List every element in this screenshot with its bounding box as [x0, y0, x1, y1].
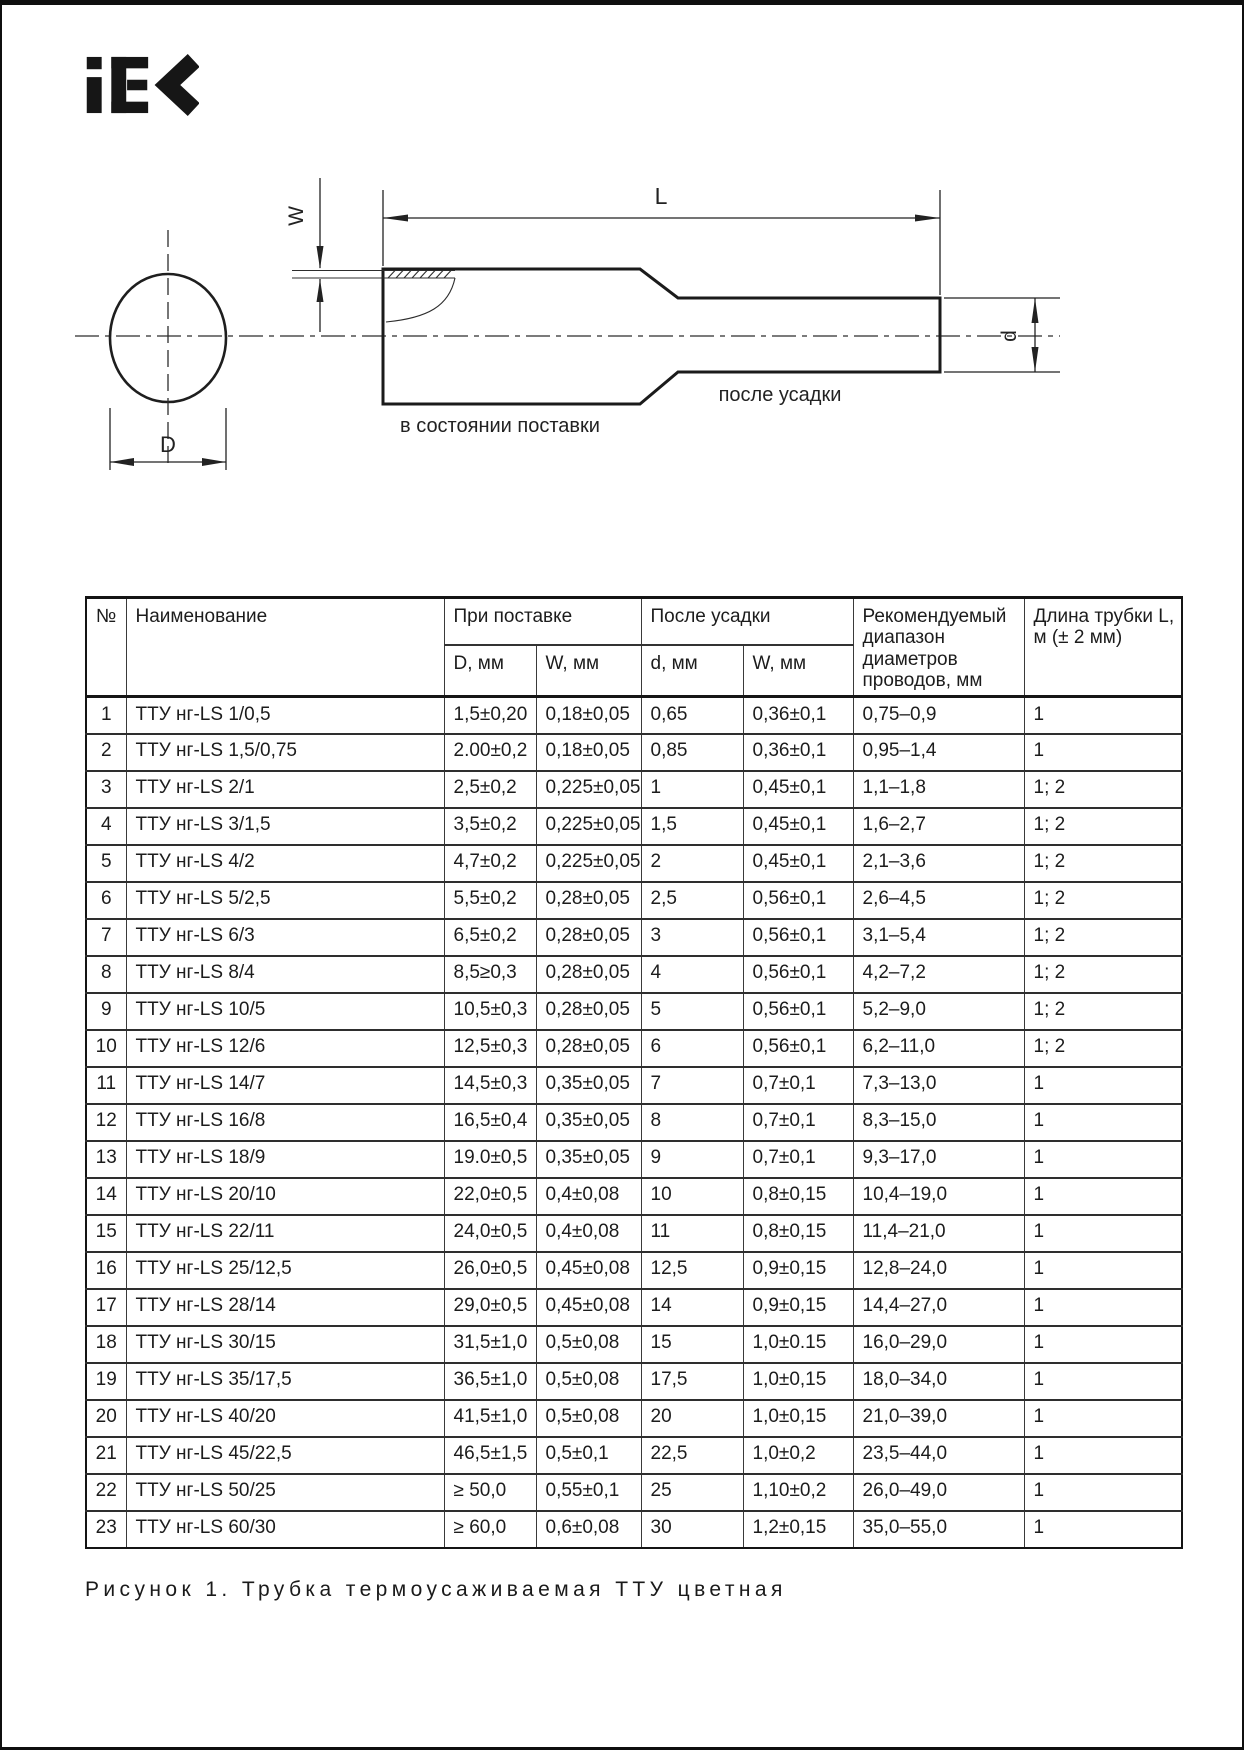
table-row — [86, 1363, 1182, 1400]
table-row — [86, 882, 1182, 919]
cell-length: 1; 2 — [1024, 771, 1182, 808]
col-header-name: Наименование — [126, 598, 444, 697]
cell-shrink-w: 0,45±0,1 — [743, 808, 853, 845]
cell-range: 10,4–19,0 — [853, 1178, 1024, 1215]
cell-range: 7,3–13,0 — [853, 1067, 1024, 1104]
cell-shrink-d: 2 — [641, 845, 743, 882]
cell-range: 12,8–24,0 — [853, 1252, 1024, 1289]
cell-length: 1; 2 — [1024, 845, 1182, 882]
cell-shrink-d: 1 — [641, 771, 743, 808]
cell-length: 1; 2 — [1024, 993, 1182, 1030]
table-body — [86, 697, 1182, 1548]
cell-shrink-d: 1,5 — [641, 808, 743, 845]
cell-range: 3,1–5,4 — [853, 919, 1024, 956]
wall-section-detail — [292, 271, 455, 323]
cell-shrink-w: 0,56±0,1 — [743, 956, 853, 993]
table-row — [86, 1067, 1182, 1104]
cell-shrink-w: 0,56±0,1 — [743, 1030, 853, 1067]
cell-shrink-w: 0,45±0,1 — [743, 771, 853, 808]
cell-num: 13 — [86, 1141, 126, 1178]
cell-range: 2,1–3,6 — [853, 845, 1024, 882]
cell-shrink-d: 12,5 — [641, 1252, 743, 1289]
cell-length: 1; 2 — [1024, 882, 1182, 919]
cell-num: 1 — [86, 697, 126, 734]
cell-num: 15 — [86, 1215, 126, 1252]
cell-num: 11 — [86, 1067, 126, 1104]
cell-shrink-w: 1,0±0.15 — [743, 1326, 853, 1363]
cell-shrink-w: 1,0±0,15 — [743, 1400, 853, 1437]
table-row — [86, 993, 1182, 1030]
cell-num: 4 — [86, 808, 126, 845]
cell-supply-d: 24,0±0,5 — [444, 1215, 536, 1252]
table-row — [86, 845, 1182, 882]
cell-supply-d: ≥ 60,0 — [444, 1511, 536, 1548]
cell-shrink-d: 5 — [641, 993, 743, 1030]
cell-range: 14,4–27,0 — [853, 1289, 1024, 1326]
cell-name: ТТУ нг-LS 8/4 — [126, 956, 444, 993]
cell-shrink-d: 0,85 — [641, 734, 743, 771]
cell-supply-d: 1,5±0,20 — [444, 697, 536, 734]
figure-caption: Рисунок 1. Трубка термоусаживаемая ТТУ цветная — [85, 1578, 787, 1601]
cell-shrink-w: 1,0±0,2 — [743, 1437, 853, 1474]
cell-supply-w: 0,28±0,05 — [536, 919, 641, 956]
cell-range: 0,95–1,4 — [853, 734, 1024, 771]
cell-supply-w: 0,45±0,08 — [536, 1252, 641, 1289]
cell-name: ТТУ нг-LS 10/5 — [126, 993, 444, 1030]
cell-shrink-d: 3 — [641, 919, 743, 956]
table-row — [86, 1326, 1182, 1363]
cell-supply-w: 0,35±0,05 — [536, 1141, 641, 1178]
cell-shrink-w: 0,56±0,1 — [743, 882, 853, 919]
cell-supply-w: 0,35±0,05 — [536, 1067, 641, 1104]
cell-supply-d: 14,5±0,3 — [444, 1067, 536, 1104]
label-W: W — [285, 206, 308, 226]
cell-num: 7 — [86, 919, 126, 956]
cell-name: ТТУ нг-LS 25/12,5 — [126, 1252, 444, 1289]
cell-shrink-d: 25 — [641, 1474, 743, 1511]
cell-range: 16,0–29,0 — [853, 1326, 1024, 1363]
cell-supply-d: 2.00±0,2 — [444, 734, 536, 771]
cell-length: 1; 2 — [1024, 808, 1182, 845]
cell-name: ТТУ нг-LS 16/8 — [126, 1104, 444, 1141]
col-header-range: Рекомендуемый диапазон диаметров проводов, мм — [853, 598, 1024, 697]
cell-supply-d: 6,5±0,2 — [444, 919, 536, 956]
cell-name: ТТУ нг-LS 4/2 — [126, 845, 444, 882]
col-header-supply-group: При поставке — [444, 598, 641, 645]
cell-supply-w: 0,5±0,08 — [536, 1363, 641, 1400]
col-header-num: № — [86, 598, 126, 697]
cell-supply-w: 0,28±0,05 — [536, 956, 641, 993]
cell-supply-d: 2,5±0,2 — [444, 771, 536, 808]
cell-shrink-d: 7 — [641, 1067, 743, 1104]
cell-shrink-w: 0,9±0,15 — [743, 1289, 853, 1326]
cell-shrink-d: 30 — [641, 1511, 743, 1548]
cell-supply-w: 0,18±0,05 — [536, 734, 641, 771]
cell-range: 1,1–1,8 — [853, 771, 1024, 808]
cell-shrink-d: 6 — [641, 1030, 743, 1067]
cell-shrink-d: 0,65 — [641, 697, 743, 734]
cell-name: ТТУ нг-LS 18/9 — [126, 1141, 444, 1178]
cell-length: 1 — [1024, 1289, 1182, 1326]
cell-name: ТТУ нг-LS 45/22,5 — [126, 1437, 444, 1474]
cell-range: 23,5–44,0 — [853, 1437, 1024, 1474]
cell-shrink-w: 0,8±0,15 — [743, 1178, 853, 1215]
cell-supply-d: 46,5±1,5 — [444, 1437, 536, 1474]
cell-length: 1; 2 — [1024, 1030, 1182, 1067]
cell-name: ТТУ нг-LS 40/20 — [126, 1400, 444, 1437]
cell-shrink-w: 1,0±0,15 — [743, 1363, 853, 1400]
cell-name: ТТУ нг-LS 3/1,5 — [126, 808, 444, 845]
cell-supply-d: 5,5±0,2 — [444, 882, 536, 919]
cell-num: 2 — [86, 734, 126, 771]
cell-name: ТТУ нг-LS 22/11 — [126, 1215, 444, 1252]
cell-supply-w: 0,5±0,08 — [536, 1400, 641, 1437]
cell-supply-w: 0,4±0,08 — [536, 1215, 641, 1252]
cell-range: 26,0–49,0 — [853, 1474, 1024, 1511]
table-row — [86, 1511, 1182, 1548]
cell-length: 1 — [1024, 1215, 1182, 1252]
cell-supply-w: 0,5±0,08 — [536, 1326, 641, 1363]
cell-supply-w: 0,35±0,05 — [536, 1104, 641, 1141]
cell-shrink-w: 0,56±0,1 — [743, 993, 853, 1030]
cell-name: ТТУ нг-LS 1,5/0,75 — [126, 734, 444, 771]
iek-logo-glyphs — [87, 57, 194, 113]
cell-num: 22 — [86, 1474, 126, 1511]
table-row — [86, 919, 1182, 956]
table-row — [86, 1474, 1182, 1511]
cell-length: 1 — [1024, 1363, 1182, 1400]
cell-shrink-w: 0,56±0,1 — [743, 919, 853, 956]
cell-supply-d: 41,5±1,0 — [444, 1400, 536, 1437]
cell-supply-d: 8,5≥0,3 — [444, 956, 536, 993]
spec-table-header — [86, 598, 1182, 697]
cell-shrink-w: 0,7±0,1 — [743, 1104, 853, 1141]
cell-supply-d: 10,5±0,3 — [444, 993, 536, 1030]
label-D: D — [160, 432, 176, 457]
cell-supply-d: 36,5±1,0 — [444, 1363, 536, 1400]
cell-supply-d: 4,7±0,2 — [444, 845, 536, 882]
cell-length: 1 — [1024, 1252, 1182, 1289]
cell-length: 1 — [1024, 1511, 1182, 1548]
cell-shrink-w: 0,7±0,1 — [743, 1067, 853, 1104]
col-header-shrink-d: d, мм — [641, 645, 743, 697]
label-L: L — [654, 183, 668, 209]
cell-num: 17 — [86, 1289, 126, 1326]
cell-supply-w: 0,45±0,08 — [536, 1289, 641, 1326]
iek-logo — [85, 54, 199, 116]
cell-supply-w: 0,225±0,05 — [536, 771, 641, 808]
cell-supply-w: 0,55±0,1 — [536, 1474, 641, 1511]
cell-num: 12 — [86, 1104, 126, 1141]
cell-num: 6 — [86, 882, 126, 919]
cell-supply-w: 0,4±0,08 — [536, 1178, 641, 1215]
cell-name: ТТУ нг-LS 28/14 — [126, 1289, 444, 1326]
label-shrunk-state: после усадки — [718, 384, 842, 406]
cell-shrink-w: 1,2±0,15 — [743, 1511, 853, 1548]
cell-num: 14 — [86, 1178, 126, 1215]
cell-range: 0,75–0,9 — [853, 697, 1024, 734]
cell-range: 11,4–21,0 — [853, 1215, 1024, 1252]
cell-supply-d: 3,5±0,2 — [444, 808, 536, 845]
cell-range: 35,0–55,0 — [853, 1511, 1024, 1548]
table-row — [86, 1030, 1182, 1067]
cell-length: 1 — [1024, 1400, 1182, 1437]
cell-shrink-w: 0,8±0,15 — [743, 1215, 853, 1252]
cell-name: ТТУ нг-LS 20/10 — [126, 1178, 444, 1215]
cell-range: 1,6–2,7 — [853, 808, 1024, 845]
col-header-shrink-w: W, мм — [743, 645, 853, 697]
table-row — [86, 1437, 1182, 1474]
cell-name: ТТУ нг-LS 6/3 — [126, 919, 444, 956]
col-header-length: Длина трубки L, м (± 2 мм) — [1024, 598, 1182, 697]
cell-num: 18 — [86, 1326, 126, 1363]
spec-table — [85, 596, 1183, 1549]
cell-num: 3 — [86, 771, 126, 808]
cell-range: 2,6–4,5 — [853, 882, 1024, 919]
label-d: d — [998, 330, 1021, 342]
table-row — [86, 1252, 1182, 1289]
cell-range: 4,2–7,2 — [853, 956, 1024, 993]
cell-supply-w: 0,28±0,05 — [536, 882, 641, 919]
cell-shrink-d: 20 — [641, 1400, 743, 1437]
cell-supply-w: 0,28±0,05 — [536, 993, 641, 1030]
technical-drawing — [0, 140, 1244, 470]
cell-supply-d: 22,0±0,5 — [444, 1178, 536, 1215]
cell-supply-d: 19.0±0,5 — [444, 1141, 536, 1178]
cell-name: ТТУ нг-LS 2/1 — [126, 771, 444, 808]
cell-name: ТТУ нг-LS 60/30 — [126, 1511, 444, 1548]
cell-shrink-d: 22,5 — [641, 1437, 743, 1474]
cell-length: 1 — [1024, 1141, 1182, 1178]
cell-length: 1 — [1024, 734, 1182, 771]
cell-name: ТТУ нг-LS 50/25 — [126, 1474, 444, 1511]
cell-num: 19 — [86, 1363, 126, 1400]
cell-range: 9,3–17,0 — [853, 1141, 1024, 1178]
cell-supply-d: 26,0±0,5 — [444, 1252, 536, 1289]
cell-supply-d: 29,0±0,5 — [444, 1289, 536, 1326]
table-row — [86, 697, 1182, 734]
cell-shrink-w: 0,7±0,1 — [743, 1141, 853, 1178]
label-supplied-state: в состоянии поставки — [400, 415, 600, 437]
cell-range: 6,2–11,0 — [853, 1030, 1024, 1067]
cell-name: ТТУ нг-LS 30/15 — [126, 1326, 444, 1363]
cell-shrink-d: 4 — [641, 956, 743, 993]
dimension-W — [317, 178, 324, 332]
cell-range: 21,0–39,0 — [853, 1400, 1024, 1437]
cell-num: 5 — [86, 845, 126, 882]
table-row — [86, 1400, 1182, 1437]
col-header-supply-w: W, мм — [536, 645, 641, 697]
cell-name: ТТУ нг-LS 35/17,5 — [126, 1363, 444, 1400]
cell-shrink-w: 0,45±0,1 — [743, 845, 853, 882]
cell-supply-w: 0,6±0,08 — [536, 1511, 641, 1548]
cell-length: 1 — [1024, 1437, 1182, 1474]
cell-shrink-d: 2,5 — [641, 882, 743, 919]
cell-shrink-w: 1,10±0,2 — [743, 1474, 853, 1511]
col-header-shrink-group: После усадки — [641, 598, 853, 645]
table-row — [86, 1215, 1182, 1252]
col-header-supply-d: D, мм — [444, 645, 536, 697]
cell-shrink-d: 8 — [641, 1104, 743, 1141]
cell-length: 1 — [1024, 1178, 1182, 1215]
cell-shrink-d: 9 — [641, 1141, 743, 1178]
cell-supply-w: 0,225±0,05 — [536, 845, 641, 882]
table-row — [86, 1104, 1182, 1141]
table-row — [86, 956, 1182, 993]
cell-shrink-d: 14 — [641, 1289, 743, 1326]
table-row — [86, 1178, 1182, 1215]
cell-num: 21 — [86, 1437, 126, 1474]
cell-length: 1 — [1024, 697, 1182, 734]
table-row — [86, 808, 1182, 845]
table-row — [86, 734, 1182, 771]
cell-num: 8 — [86, 956, 126, 993]
cell-supply-w: 0,18±0,05 — [536, 697, 641, 734]
cell-name: ТТУ нг-LS 14/7 — [126, 1067, 444, 1104]
cell-num: 16 — [86, 1252, 126, 1289]
cell-shrink-w: 0,9±0,15 — [743, 1252, 853, 1289]
cell-length: 1 — [1024, 1474, 1182, 1511]
cell-supply-d: 12,5±0,3 — [444, 1030, 536, 1067]
table-row — [86, 771, 1182, 808]
cell-name: ТТУ нг-LS 12/6 — [126, 1030, 444, 1067]
cell-shrink-d: 15 — [641, 1326, 743, 1363]
cell-num: 10 — [86, 1030, 126, 1067]
cell-shrink-d: 10 — [641, 1178, 743, 1215]
cell-num: 23 — [86, 1511, 126, 1548]
cell-supply-w: 0,5±0,1 — [536, 1437, 641, 1474]
table-row — [86, 1289, 1182, 1326]
cell-length: 1 — [1024, 1067, 1182, 1104]
cell-length: 1; 2 — [1024, 956, 1182, 993]
cell-shrink-d: 11 — [641, 1215, 743, 1252]
cell-name: ТТУ нг-LS 5/2,5 — [126, 882, 444, 919]
cell-length: 1 — [1024, 1104, 1182, 1141]
cell-range: 8,3–15,0 — [853, 1104, 1024, 1141]
table-row — [86, 1141, 1182, 1178]
cell-length: 1; 2 — [1024, 919, 1182, 956]
cell-supply-d: 16,5±0,4 — [444, 1104, 536, 1141]
cell-num: 20 — [86, 1400, 126, 1437]
cell-range: 18,0–34,0 — [853, 1363, 1024, 1400]
cell-supply-d: 31,5±1,0 — [444, 1326, 536, 1363]
cell-shrink-w: 0,36±0,1 — [743, 734, 853, 771]
cell-range: 5,2–9,0 — [853, 993, 1024, 1030]
cell-length: 1 — [1024, 1326, 1182, 1363]
cell-supply-d: ≥ 50,0 — [444, 1474, 536, 1511]
cell-supply-w: 0,28±0,05 — [536, 1030, 641, 1067]
spec-table-container — [85, 596, 1181, 1549]
cell-name: ТТУ нг-LS 1/0,5 — [126, 697, 444, 734]
cell-num: 9 — [86, 993, 126, 1030]
cell-shrink-d: 17,5 — [641, 1363, 743, 1400]
cell-supply-w: 0,225±0,05 — [536, 808, 641, 845]
cell-shrink-w: 0,36±0,1 — [743, 697, 853, 734]
